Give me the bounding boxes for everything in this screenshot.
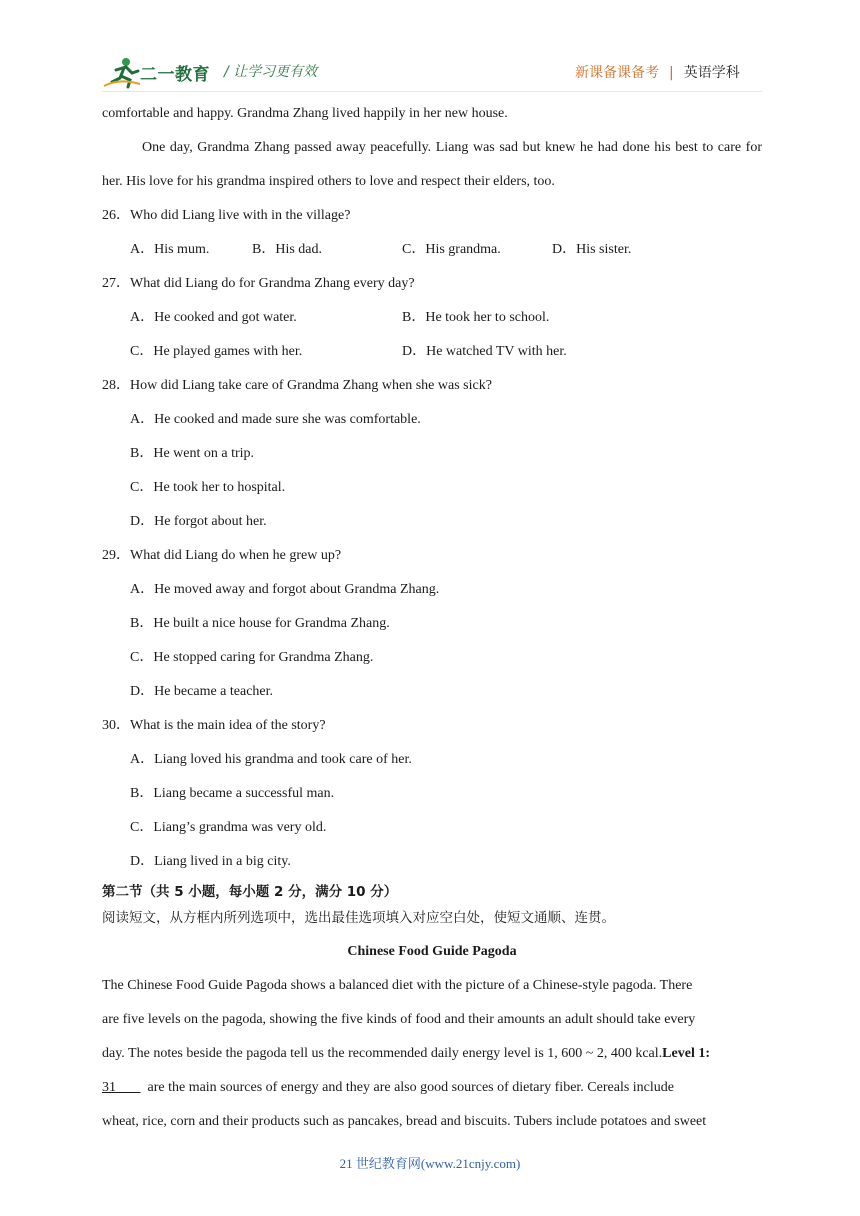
option: A．He cooked and got water. [130, 310, 297, 325]
question-28: 28．How did Liang take care of Grandma Zhang when she was sick? [102, 378, 492, 393]
slogan: / 让学习更有效 [224, 64, 318, 80]
header-divider [102, 91, 762, 92]
section-instruction: 阅读短文，从方框内所列选项中，选出最佳选项填入对应空白处，使短文通顺、连贯。 [102, 910, 615, 926]
option: C．He played games with her. [130, 344, 303, 359]
passage-line: The Chinese Food Guide Pagoda shows a balanced diet with the picture of a Chinese-style pagoda. There [102, 978, 693, 993]
question-30: 30．What is the main idea of the story? [102, 718, 326, 733]
option: D．His sister. [552, 242, 632, 257]
logo [102, 56, 212, 90]
passage-line: wheat, rice, corn and their products such as pancakes, bread and biscuits. Tubers include potatoes and sweet [102, 1114, 707, 1129]
options-26 [102, 233, 762, 267]
document-body [102, 97, 762, 1139]
passage-title: Chinese Food Guide Pagoda [347, 944, 517, 959]
blank-31: 31 [102, 1080, 116, 1095]
question-27: 27．What did Liang do for Grandma Zhang every day? [102, 276, 415, 291]
passage-line [102, 1071, 762, 1105]
header-subject [575, 62, 740, 82]
option: C．His grandma. [402, 242, 501, 257]
option: B．He took her to school. [402, 310, 550, 325]
passage-line: are five levels on the pagoda, showing the five kinds of food and their amounts an adult should take every [102, 1012, 696, 1027]
passage-line [102, 1037, 762, 1071]
option: B．He built a nice house for Grandma Zhang. [130, 616, 390, 631]
option: A．He moved away and forgot about Grandma Zhang. [130, 582, 440, 597]
option: B．His dad. [252, 242, 322, 257]
passage-text: day. The notes beside the pagoda tell us the recommended daily energy level is 1, 600 ~ 2, 400 kcal. [102, 1046, 663, 1061]
page-header [0, 0, 860, 96]
option: B．He went on a trip. [130, 446, 255, 461]
level-label: Level 1: [662, 1046, 710, 1061]
options-27 [102, 301, 762, 335]
option: A．Liang loved his grandma and took care of her. [130, 752, 412, 767]
option: A．He cooked and made sure she was comfortable. [130, 412, 421, 427]
runner-logo-icon [102, 56, 142, 90]
option: D．He became a teacher. [130, 684, 274, 699]
option: D．He forgot about her. [130, 514, 267, 529]
option: C．He stopped caring for Grandma Zhang. [130, 650, 374, 665]
options-27 [102, 335, 762, 369]
passage-text: are the main sources of energy and they are also good sources of dietary fiber. Cereals include [147, 1080, 674, 1095]
option: C．Liang’s grandma was very old. [130, 820, 327, 835]
question-29: 29．What did Liang do when he grew up? [102, 548, 342, 563]
header-separator: | [669, 65, 674, 81]
page-footer: 21 世纪教育网(www.21cnjy.com) [339, 1156, 521, 1171]
option: D．Liang lived in a big city. [130, 854, 291, 869]
logo-text: 二一教育 [140, 65, 210, 85]
header-subject-label: 英语学科 [683, 65, 740, 81]
question-26: 26．Who did Liang live with in the village? [102, 208, 351, 223]
passage-paragraph: One day, Grandma Zhang passed away peacefully. Liang was sad but knew he had done his best to care for her. His love for his grandma inspired others to love and respect their elders, too. [102, 140, 762, 189]
option: A．His mum. [130, 242, 210, 257]
passage-paragraph: comfortable and happy. Grandma Zhang lived happily in her new house. [102, 106, 508, 121]
option: C．He took her to hospital. [130, 480, 286, 495]
section-heading: 第二节（共 5 小题，每小题 2 分，满分 10 分） [102, 884, 398, 900]
option: B．Liang became a successful man. [130, 786, 335, 801]
option: D．He watched TV with her. [402, 344, 567, 359]
header-course-label: 新课备课备考 [575, 65, 659, 81]
